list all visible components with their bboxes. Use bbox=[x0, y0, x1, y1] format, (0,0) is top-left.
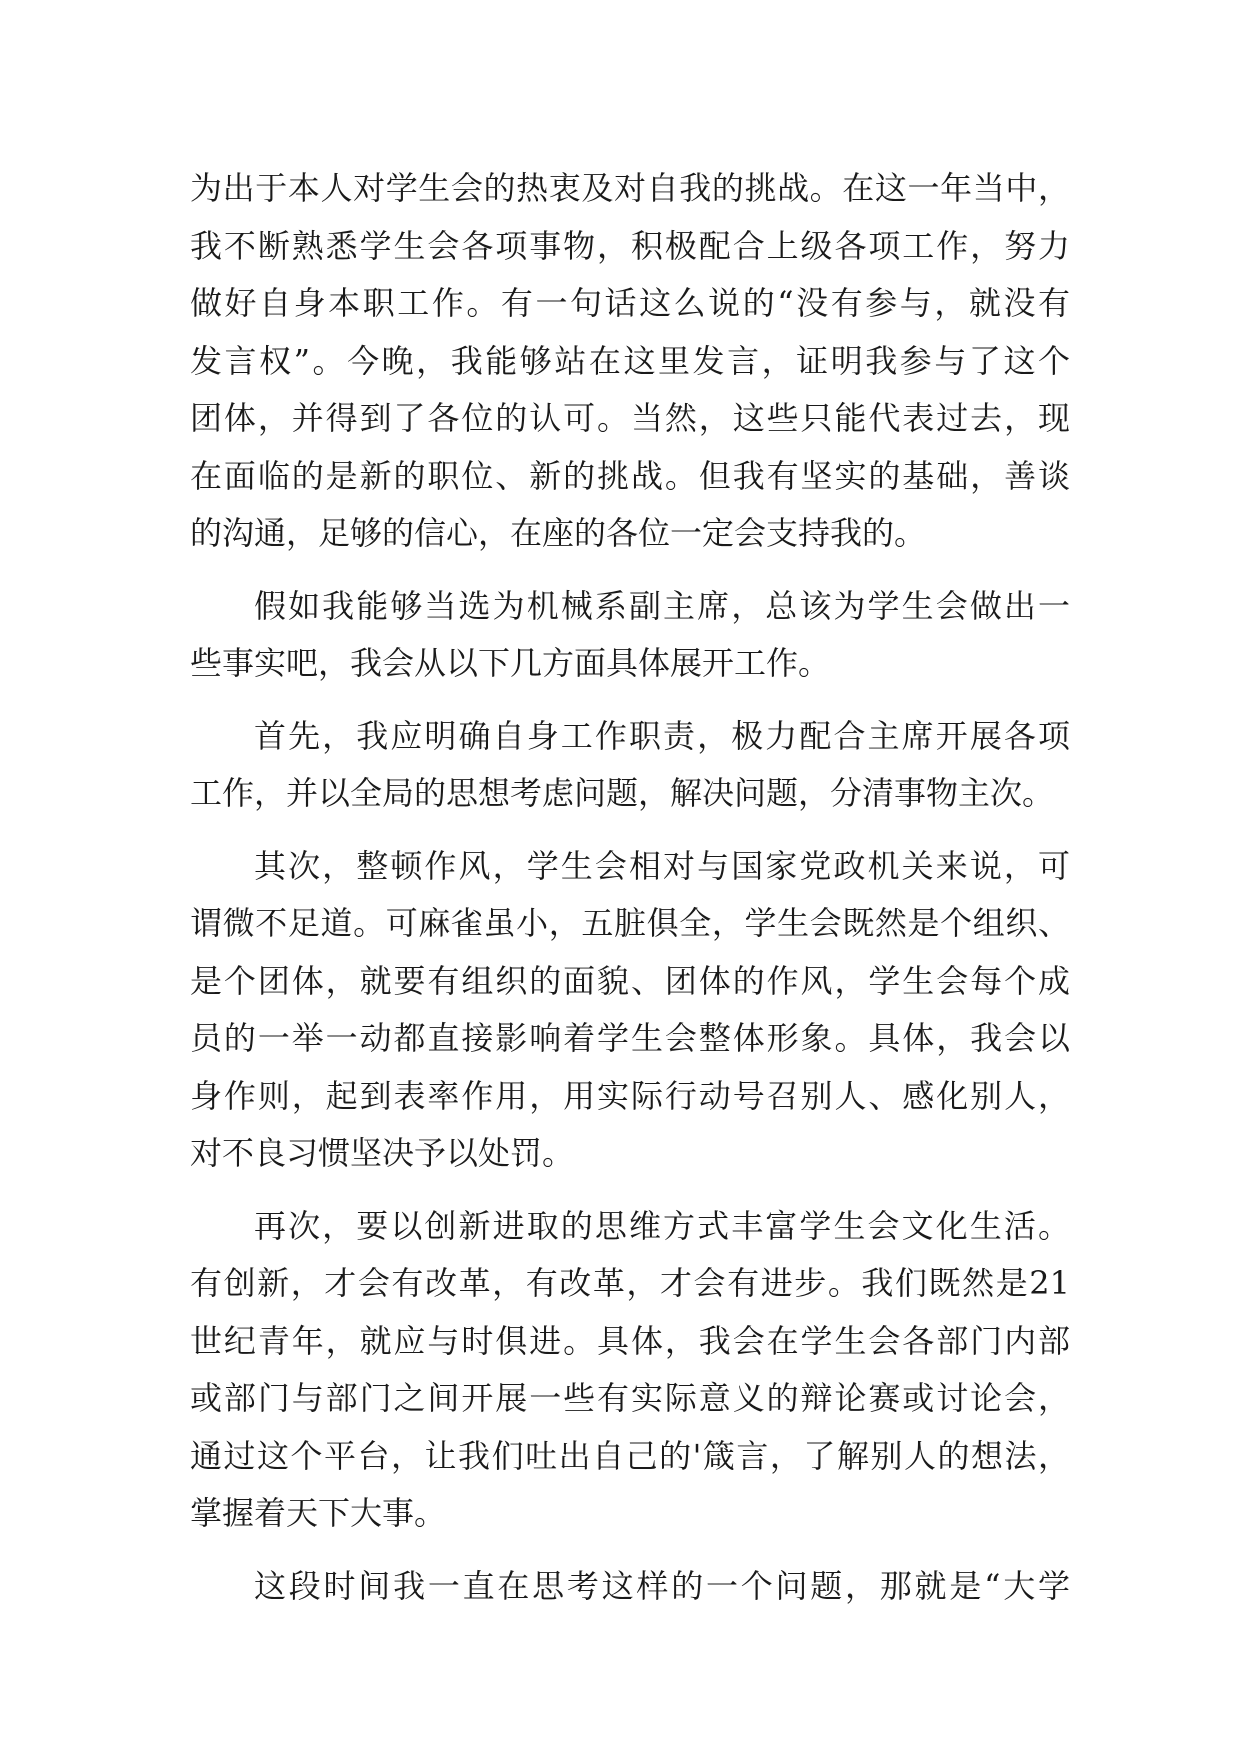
text-line: 员的一举一动都直接影响着学生会整体形象。具体，我会以 bbox=[190, 1019, 1070, 1057]
text-line: 首先，我应明确自身工作职责，极力配合主席开展各项 bbox=[254, 716, 1070, 755]
text-line: 通过这个平台，让我们吐出自己的'箴言，了解别人的想法， bbox=[190, 1436, 1070, 1475]
text-line: 掌握着天下大事。 bbox=[190, 1494, 447, 1532]
text-line: 世纪青年，就应与时俱进。具体，我会在学生会各部门内部 bbox=[190, 1321, 1070, 1360]
text-line: 做好自身本职工作。有一句话这么说的“没有参与，就没有 bbox=[190, 284, 1070, 322]
text-line: 假如我能够当选为机械系副主席，总该为学生会做出一 bbox=[254, 586, 1070, 625]
text-line: 身作则，起到表率作用，用实际行动号召别人、感化别人， bbox=[190, 1076, 1070, 1115]
paragraph-6 bbox=[190, 1558, 1070, 1616]
speech-text bbox=[190, 160, 1070, 1615]
paragraph-4 bbox=[190, 838, 1070, 1183]
text-line: 的沟通，足够的信心，在座的各位一定会支持我的。 bbox=[190, 514, 927, 552]
text-line: 谓微不足道。可麻雀虽小，五脏俱全，学生会既然是个组织、 bbox=[190, 904, 1070, 942]
text-line: 对不良习惯坚决予以处罚。 bbox=[190, 1134, 575, 1172]
paragraph-1 bbox=[190, 160, 1070, 563]
text-line: 些事实吧，我会从以下几方面具体展开工作。 bbox=[190, 644, 831, 682]
paragraph-2 bbox=[190, 578, 1070, 693]
text-line: 在面临的是新的职位、新的挑战。但我有坚实的基础，善谈 bbox=[190, 456, 1070, 495]
text-line: 这段时间我一直在思考这样的一个问题，那就是“大学 bbox=[254, 1566, 1070, 1605]
text-line: 其次，整顿作风，学生会相对与国家党政机关来说，可 bbox=[254, 846, 1070, 885]
text-line: 我不断熟悉学生会各项事物，积极配合上级各项工作，努力 bbox=[190, 226, 1070, 265]
text-line: 为出于本人对学生会的热衷及对自我的挑战。在这一年当中， bbox=[190, 169, 1070, 207]
text-line: 工作，并以全局的思想考虑问题，解决问题，分清事物主次。 bbox=[190, 774, 1055, 812]
text-line: 团体，并得到了各位的认可。当然，这些只能代表过去，现 bbox=[190, 399, 1070, 437]
text-line: 或部门与部门之间开展一些有实际意义的辩论赛或讨论会， bbox=[190, 1379, 1070, 1417]
text-line: 发言权”。今晚，我能够站在这里发言，证明我参与了这个 bbox=[190, 341, 1070, 380]
paragraph-3 bbox=[190, 708, 1070, 823]
text-line: 有创新，才会有改革，有改革，才会有进步。我们既然是21 bbox=[190, 1264, 1070, 1302]
text-line: 再次，要以创新进取的思维方式丰富学生会文化生活。 bbox=[254, 1206, 1070, 1245]
paragraph-5 bbox=[190, 1198, 1070, 1543]
text-line: 是个团体，就要有组织的面貌、团体的作风，学生会每个成 bbox=[190, 961, 1070, 1000]
